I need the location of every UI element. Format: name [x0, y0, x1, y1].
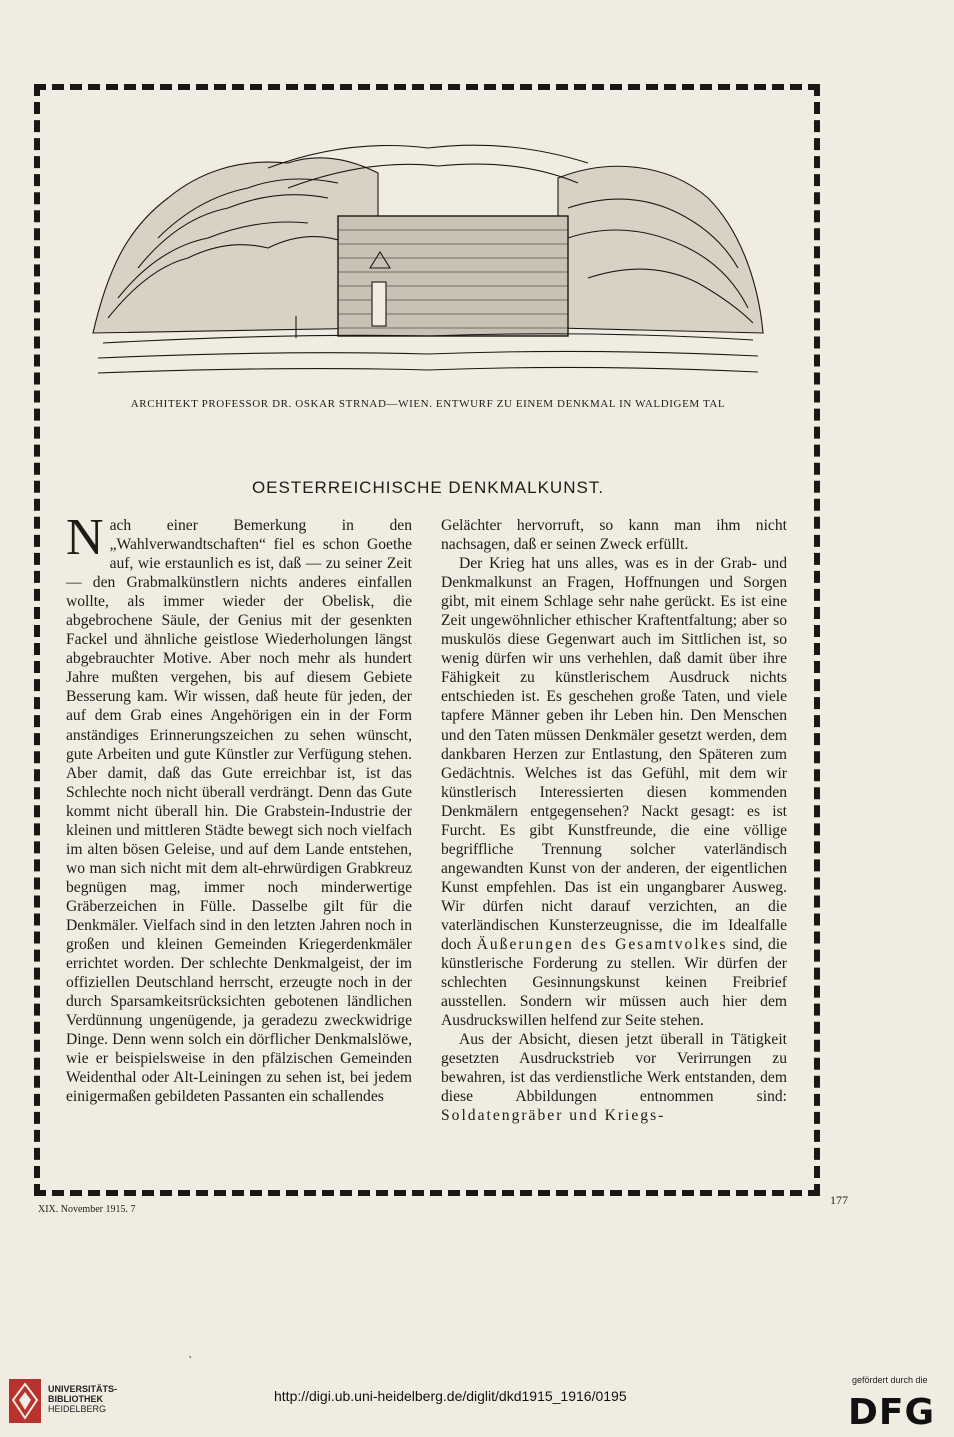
paragraph-text: Aus der Absicht, diesen jetzt überall in Tätigkeit gesetzten Ausdruckstrieb vor Verirrungen zu bewahren, ist das verdienstliche Werk entstanden, dem diese Abbildungen entnommen sind: [441, 1031, 787, 1106]
funded-by-label: gefördert durch die [852, 1375, 928, 1385]
figure-caption: ARCHITEKT PROFESSOR DR. OSKAR STRNAD—WIEN. ENTWURF ZU EINEM DENKMAL IN WALDIGEM TAL [130, 398, 726, 410]
permalink-url[interactable]: http://digi.ub.uni-heidelberg.de/diglit/dkd1915_1916/0195 [274, 1388, 627, 1404]
paragraph [441, 1030, 787, 1125]
text-column-right [441, 516, 787, 1126]
paragraph-text: ach einer Bemerkung in den „Wahlverwandtschaften“ fiel es schon Goethe auf, wie erstaunlich es ist, daß — zu seiner Zeit — den Grabmalkünstlern nichts anderes einfallen wollte, als immer wieder der Obelisk, die abgebrochene Säule, der Genius mit der gesenkten Fackel und ähnliche geistlose Wiederholungen längst abgebrauchter Motive. Aber noch mehr als hundert Jahre mußten vergehen, bis auf diesem Gebiete Besserung kam. Wir wissen, daß heute für jeden, der auf dem Grab eines Angehörigen ein in der Form anständiges Erinnerungszeichen zu sehen wünscht, gute Arbeiten und gute Künstler zur Verfügung stehen. Aber damit, daß das Gute erreichbar ist, ist das Schlechte noch nicht überall verdrängt. Denn das Gute kommt nicht überall hin. Die Grabstein-Industrie der kleinen und mittleren Städte bewegt sich noch vielfach im alten bösen Geleise, und auf dem Lande entstehen, wo man sich nicht mit dem alt-ehrwürdigen Grabkreuz begnügen mag, immer noch minderwertige Gräberzeichen in Fülle. Dasselbe gilt für die Denkmäler. Vielfach sind in den letzten Jahren noch in großen und kleinen Gemeinden Kriegerdenkmäler errichtet worden. Der schlechte Denkmalgeist, der im offiziellen Deutschland herrscht, erzeugte noch in der durch Sparsamkeitsrücksichten gebotenen ländlichen Verdünnung ungenügende, ja geradezu zweckwidrige Dinge. Denn wenn solch ein dörflicher Denkmalslöwe, wie er beispielsweise in den pfälzischen Gemeinden Weidenthal oder Alt-Leiningen zu sehen ist, bei jedem einigermaßen gebildeten Passanten ein schallendes [66, 517, 412, 1106]
university-seal-icon[interactable] [8, 1378, 42, 1424]
emphasized-text: Soldatengräber und Kriegs- [441, 1107, 666, 1125]
paragraph [66, 509, 412, 1106]
institution-line: BIBLIOTHEK [48, 1394, 103, 1404]
paragraph-text: sind, die künstlerische Forderung zu stellen. Wir dürfen der schlechten Gesinnungskunst keinen Freibrief ausstellen. Sondern wir müssen auch hier dem Ausdruckswillen helfend zur Seite stehen. [441, 936, 788, 1030]
institution-line: UNIVERSITÄTS- [48, 1384, 118, 1394]
monument-illustration [88, 118, 768, 388]
paragraph [441, 554, 787, 1030]
dfg-logo[interactable]: DFG [848, 1392, 936, 1433]
emphasized-text: Äußerungen des Gesamtvolkes [476, 936, 728, 954]
signature-mark: XIX. November 1915. 7 [38, 1204, 136, 1215]
institution-name[interactable] [48, 1384, 117, 1414]
drop-cap: N [66, 509, 104, 566]
paragraph: Gelächter hervorruft, so kann man ihm nicht nachsagen, daß er seinen Zweck erfüllt. [441, 517, 787, 554]
paragraph-text: Der Krieg hat uns alles, was es in der Grab- und Denkmalkunst an Fragen, Hoffnungen und Sorgen gibt, mit einem Schlage sehr nahe gerückt. Es ist eine Zeit ungewöhnlicher ethischer Kraftentfaltung; aber so muskulös diese Gegenwart auch im Sittlichen ist, so wenig dürfen wir uns verhehlen, daß damit über ihre Fähigkeit zu künstlerischem Ausdruck nichts entschieden ist. Es geschehen große Taten, und viele tapfere Männer geben ihr Leben hin. Den Menschen und den Taten müssen Denkmäler gesetzt werden, dem dankbaren Herzen zur Entlastung, den Späteren zum Gedächtnis. Welches ist das Gefühl, mit dem wir künstlerisch Interessierten diesen kommenden Denkmälern entgegensehen? Nackt gesagt: es ist Furcht. Es gibt Kunstfreunde, die eine völlige begriffliche Trennung solcher vaterländisch angewandten Kunst von der anderen, der eigentlichen Kunst empfehlen. Das ist ein ungangbarer Ausweg. Wir dürfen nicht darauf verzichten, an die vaterländischen Kunsterzeugnisse, die im Idealfalle doch [441, 555, 787, 954]
stray-mark: ˋ [188, 1355, 194, 1368]
text-column-left [66, 509, 412, 1106]
article-title: OESTERREICHISCHE DENKMALKUNST. [251, 478, 605, 497]
page-number: 177 [830, 1193, 848, 1207]
institution-line: HEIDELBERG [48, 1404, 107, 1414]
